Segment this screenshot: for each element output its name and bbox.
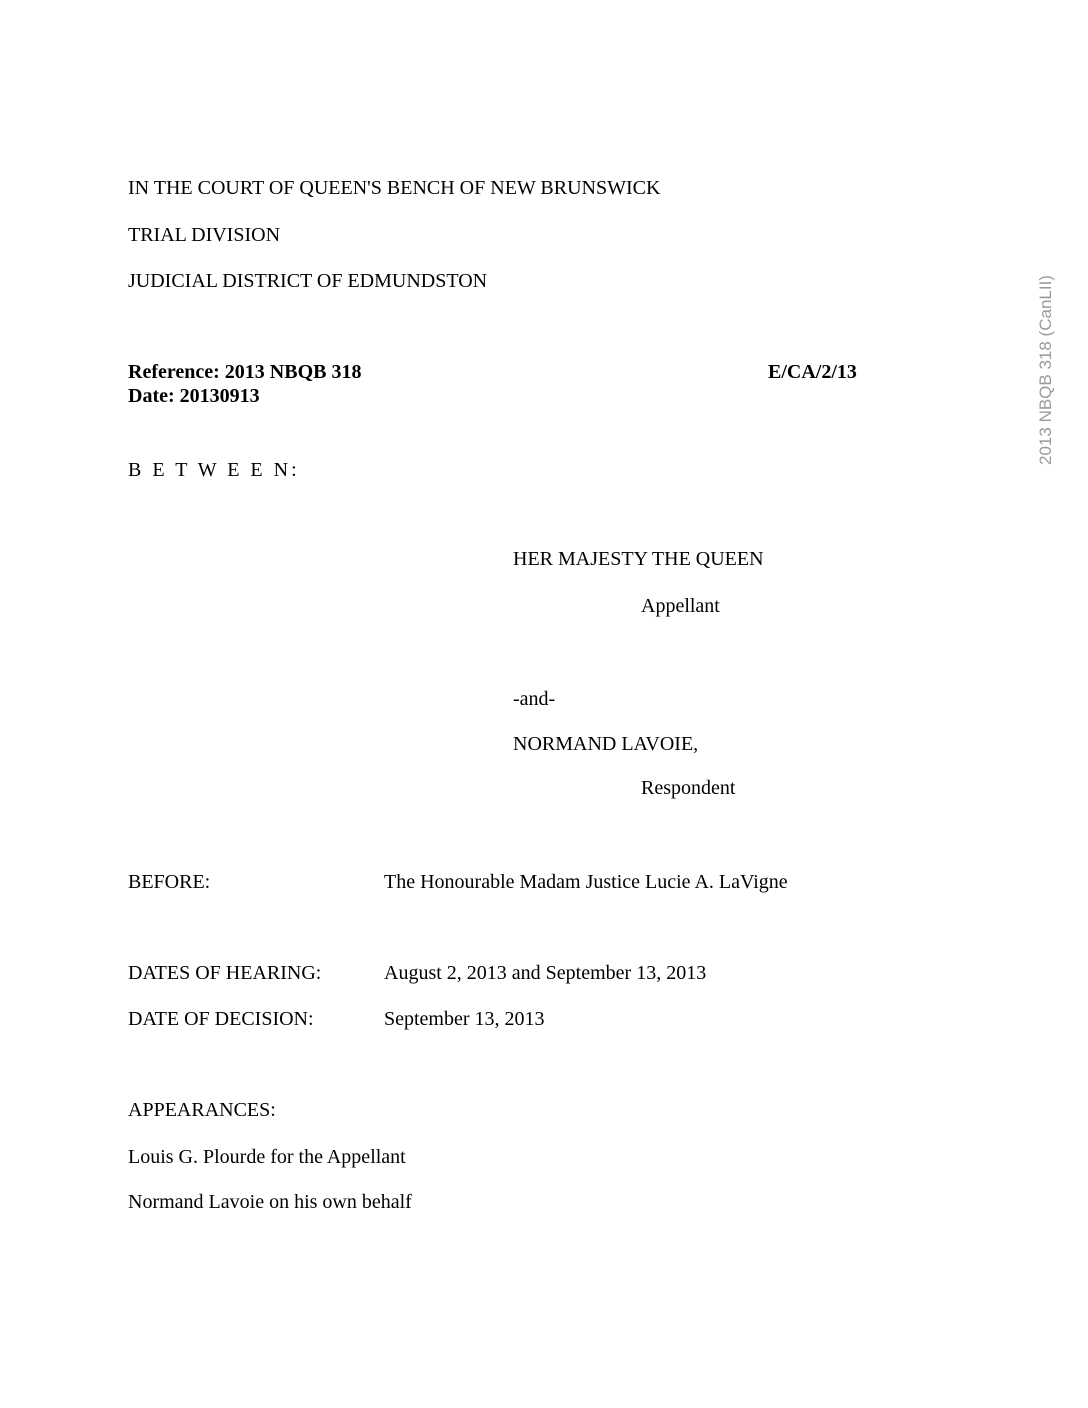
before-value: The Honourable Madam Justice Lucie A. LaVigne (384, 871, 788, 893)
decision-label: DATE OF DECISION: (128, 1008, 314, 1030)
and-separator: -and- (513, 688, 556, 710)
watermark-text: 2013 NBQB 318 (CanLII) (1036, 275, 1055, 465)
appearances-label: APPEARANCES: (128, 1099, 276, 1121)
court-division: TRIAL DIVISION (128, 224, 281, 246)
respondent-name: NORMAND LAVOIE, (513, 733, 699, 755)
appearance-item: Louis G. Plourde for the Appellant (128, 1146, 406, 1168)
hearing-value: August 2, 2013 and September 13, 2013 (384, 962, 707, 984)
court-name: IN THE COURT OF QUEEN'S BENCH OF NEW BRUNSWICK (128, 177, 661, 199)
appearance-item: Normand Lavoie on his own behalf (128, 1191, 412, 1213)
file-number: E/CA/2/13 (768, 361, 857, 383)
before-label: BEFORE: (128, 871, 211, 893)
appellant-name: HER MAJESTY THE QUEEN (513, 548, 764, 570)
hearing-label: DATES OF HEARING: (128, 962, 322, 984)
judicial-district: JUDICIAL DISTRICT OF EDMUNDSTON (128, 270, 488, 292)
appellant-role: Appellant (641, 595, 720, 617)
reference-date: Date: 20130913 (128, 385, 260, 407)
respondent-role: Respondent (641, 777, 736, 799)
between-heading: B E T W E E N: (128, 459, 300, 481)
decision-value: September 13, 2013 (384, 1008, 545, 1030)
reference-citation: Reference: 2013 NBQB 318 (128, 361, 362, 383)
